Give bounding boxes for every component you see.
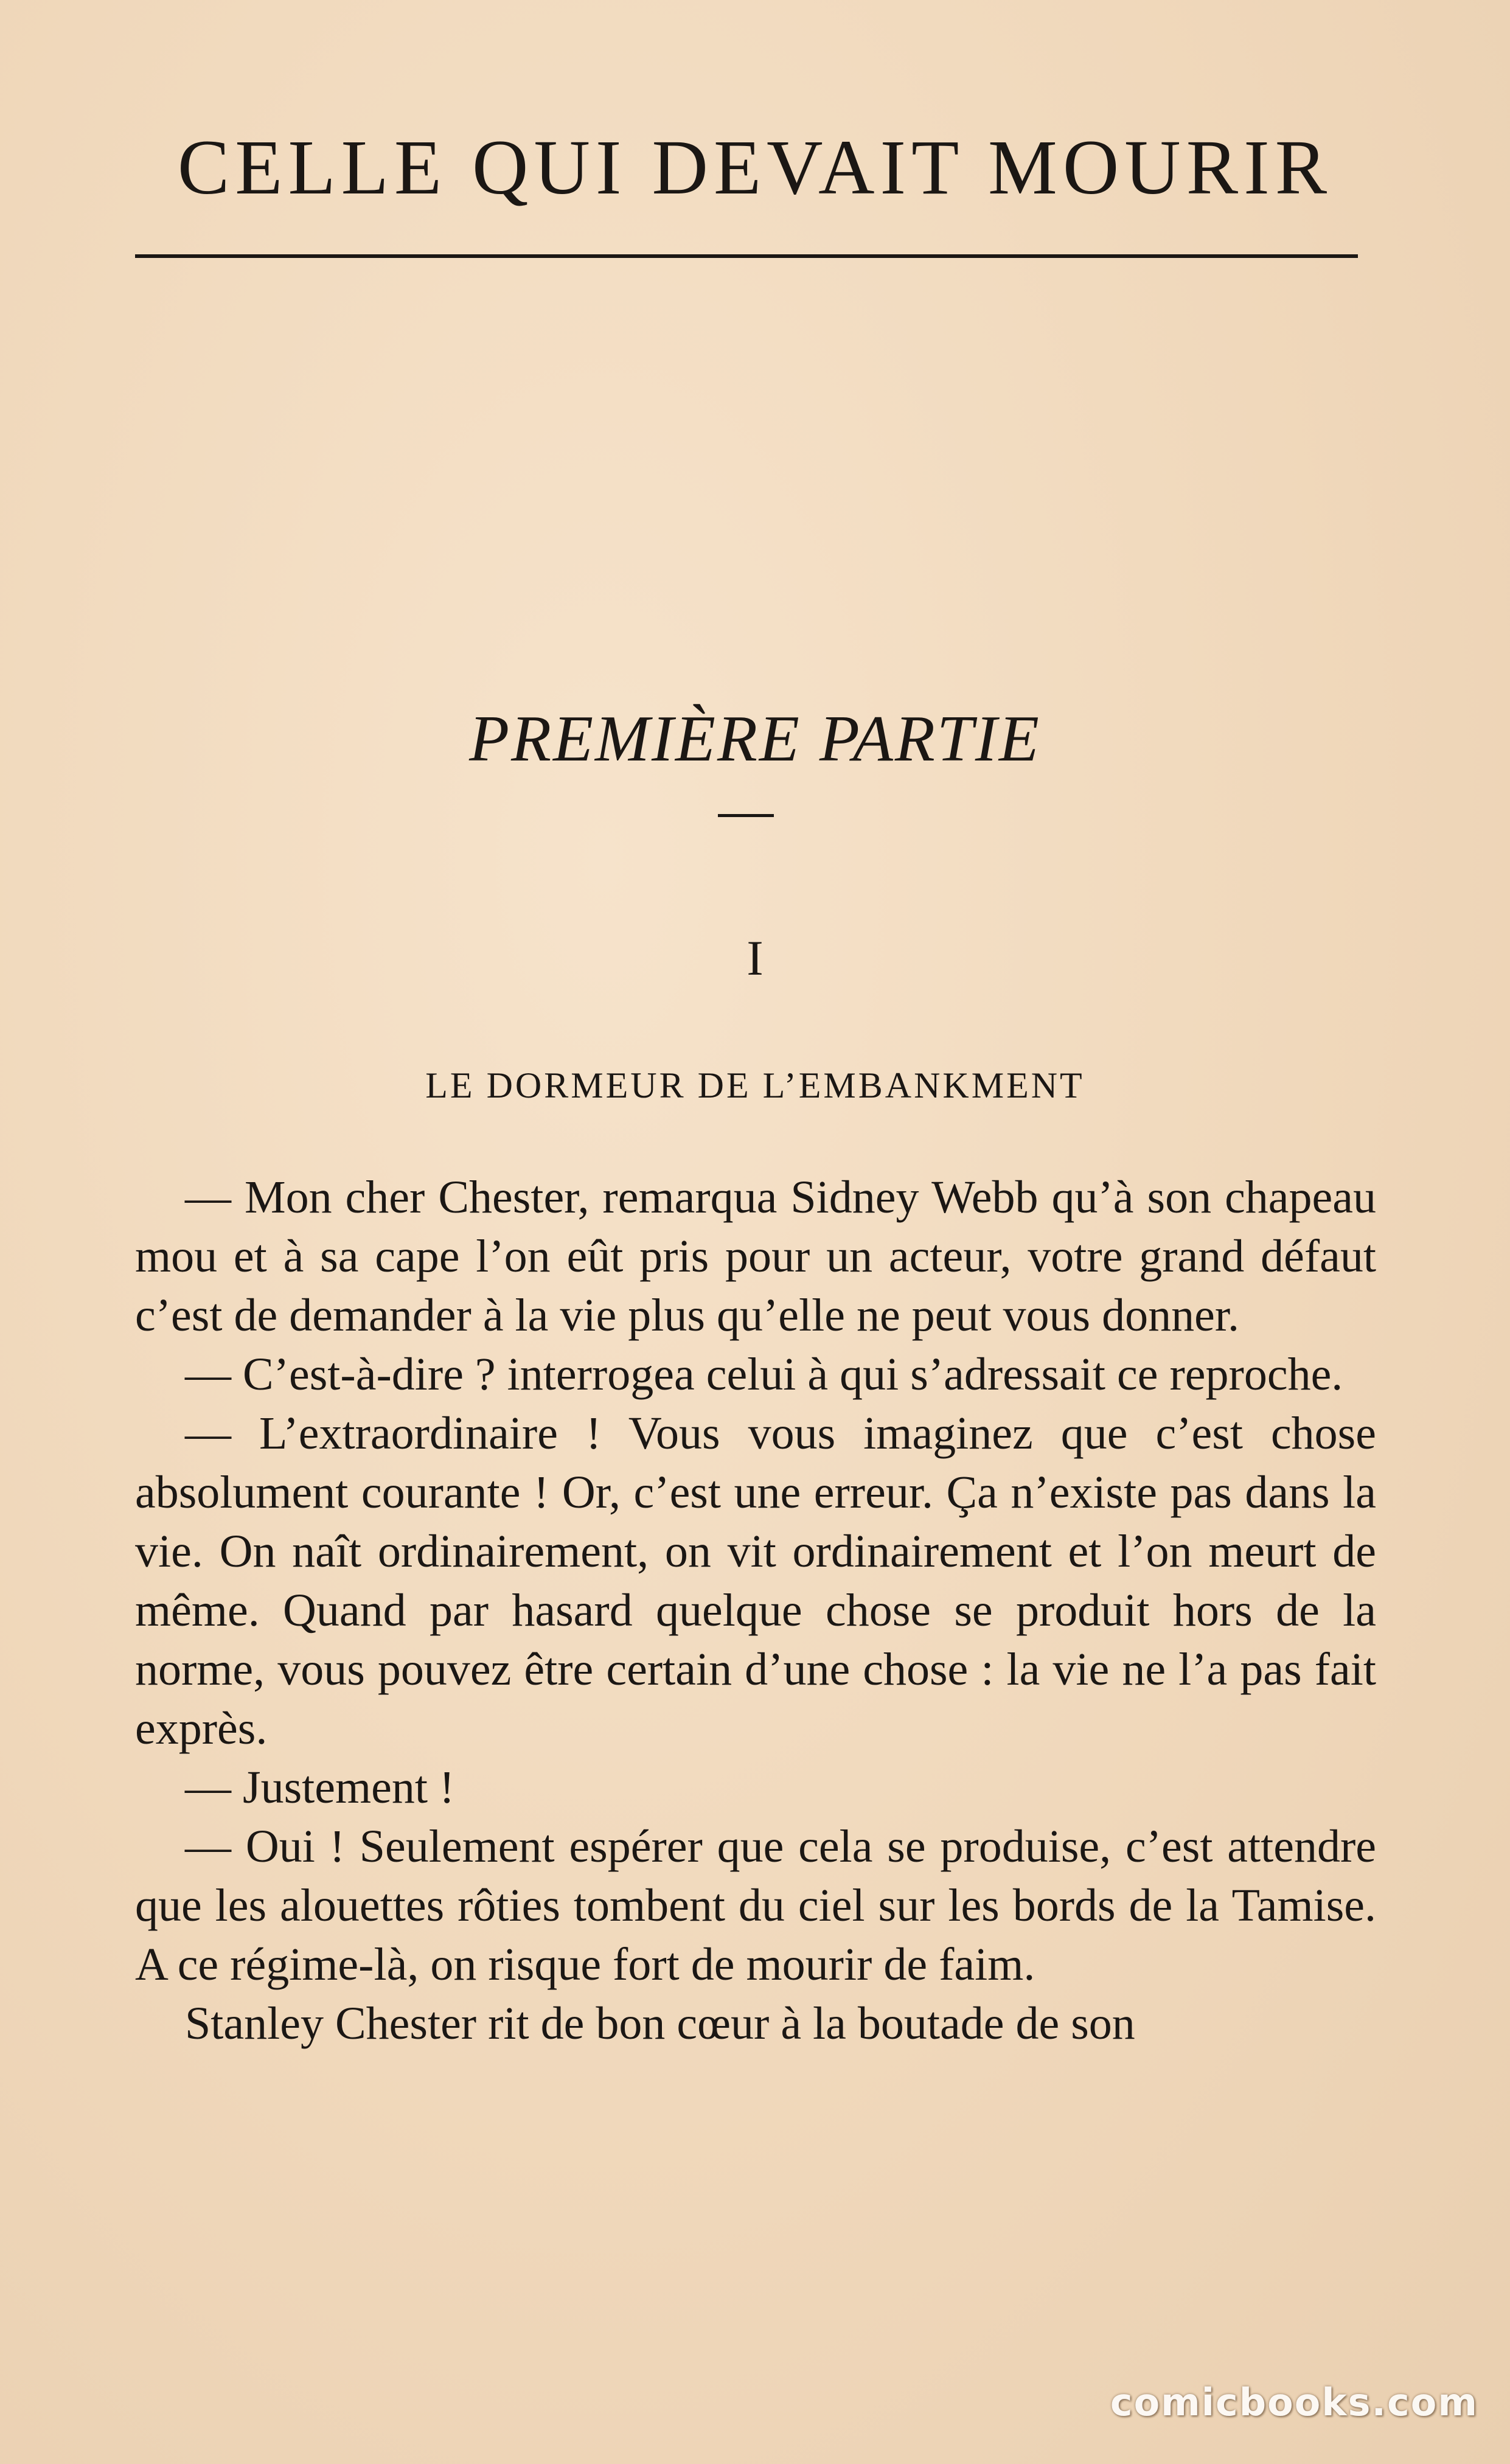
chapter-body: [135, 1168, 1376, 2053]
paragraph: — Mon cher Chester, remarqua Sidney Webb qu’à son chapeau mou et à sa cape l’on eût pris pour un acteur, votre grand défaut c’est de demander à la vie plus qu’elle ne peut vous donner.: [135, 1172, 1376, 1341]
watermark: comicbooks.com: [1110, 2380, 1478, 2424]
paragraph: — Oui ! Seulement espérer que cela se produise, c’est attendre que les alouettes rôties tombent du ciel sur les bords de la Tamise. A ce régime-là, on risque fort de mourir de faim.: [135, 1821, 1376, 1990]
part-title: PREMIÈRE PARTIE: [469, 703, 1041, 775]
header-rule: [135, 254, 1358, 258]
paragraph: — L’extraordinaire ! Vous vous imaginez que c’est chose absolument courante ! Or, c’est une erreur. Ça n’existe pas dans la vie. On naît ordinairement, on vit ordinairement et l’on meurt de même. Quand par hasard quelque chose se produit hors de la norme, vous pouvez être certain d’une chose : la vie ne l’a pas fait exprès.: [135, 1408, 1376, 1754]
part-dash: [718, 814, 774, 817]
chapter-title: LE DORMEUR DE L’EMBANKMENT: [425, 1065, 1085, 1105]
paragraph: Stanley Chester rit de bon cœur à la boutade de son: [185, 1998, 1135, 2049]
chapter-number: I: [746, 930, 764, 986]
running-head: CELLE QUI DEVAIT MOURIR: [177, 124, 1333, 211]
paragraph: — C’est-à-dire ? interrogea celui à qui s’adressait ce reproche.: [185, 1349, 1343, 1400]
paragraph: — Justement !: [185, 1762, 455, 1813]
